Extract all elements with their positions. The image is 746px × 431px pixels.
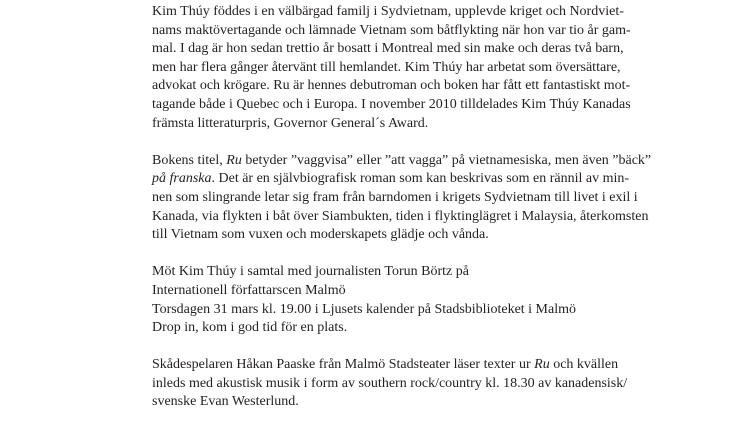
- text-line: [152, 3, 672, 22]
- paragraph: [152, 263, 672, 337]
- italic-text: på franska: [152, 171, 212, 187]
- text-segment: mal. I dag är hon sedan trettio år bosatt i Montreal med sin make och deras två barn,: [152, 41, 624, 57]
- text-line: [152, 170, 672, 189]
- text-segment: nen som slingrande letar sig fram från barndomen i krigets Sydvietnam till livet i exil i: [152, 189, 638, 205]
- text-segment: advokat och krögare. Ru är hennes debutroman och boken har fått ett fantastiskt mot-: [152, 78, 631, 94]
- text-line: [152, 263, 672, 282]
- paragraph: [152, 356, 672, 412]
- text-line: [152, 40, 672, 59]
- text-line: [152, 282, 672, 301]
- text-line: [152, 96, 672, 115]
- italic-text: Ru: [534, 357, 550, 373]
- text-segment: Torsdagen 31 mars kl. 19.00 i Ljusets kalender på Stadsbiblioteket i Malmö: [152, 301, 576, 317]
- italic-text: Ru: [226, 152, 242, 168]
- text-segment: Skådespelaren Håkan Paaske från Malmö Stadsteater läser texter ur: [152, 357, 535, 373]
- text-segment: Kim Thúy föddes i en välbärgad familj i Sydvietnam, upplevde kriget och Nordviet-: [152, 4, 624, 19]
- text-segment: men har flera gånger återvänt till hemlandet. Kim Thúy har arbetat som översättare,: [152, 59, 621, 75]
- text-segment: främsta litteraturpris, Governor General´s Award.: [152, 115, 429, 131]
- text-line: [152, 59, 672, 78]
- text-segment: Kanada, via flykten i båt över Siambukten, tiden i flyktinglägret i Malaysia, återkomsten: [152, 208, 649, 224]
- paragraph: [152, 3, 672, 133]
- text-line: [152, 22, 672, 41]
- text-segment: Drop in, kom i god tid för en plats.: [152, 320, 348, 336]
- text-segment: betyder ”vaggvisa” eller ”att vagga” på vietnamesiska, men även ”bäck”: [241, 152, 652, 168]
- article-body: [152, 3, 672, 431]
- text-segment: till Vietnam som vuxen och moderskapets glädje och vånda.: [152, 227, 489, 243]
- text-line: [152, 208, 672, 227]
- text-line: [152, 301, 672, 320]
- text-segment: Möt Kim Thúy i samtal med journalisten Torun Börtz på: [152, 264, 469, 280]
- text-line: [152, 393, 672, 412]
- text-segment: Internationell författarscen Malmö: [152, 282, 346, 298]
- text-line: [152, 319, 672, 338]
- text-line: [152, 77, 672, 96]
- text-segment: inleds med akustisk musik i form av southern rock/country kl. 18.30 av kanadensisk/: [152, 375, 628, 391]
- text-segment: och kvällen: [549, 357, 619, 373]
- text-segment: nams maktövertagande och lämnade Vietnam som båtflykting när hon var tio år gam-: [152, 22, 631, 38]
- text-line: [152, 226, 672, 245]
- text-line: [152, 189, 672, 208]
- text-segment: tagande både i Quebec och i Europa. I november 2010 tilldelades Kim Thúy Kanadas: [152, 96, 631, 112]
- text-segment: svenske Evan Westerlund.: [152, 394, 299, 410]
- text-segment: Bokens titel,: [152, 152, 227, 168]
- text-line: [152, 115, 672, 134]
- text-line: [152, 356, 672, 375]
- paragraph: [152, 152, 672, 245]
- text-segment: . Det är en självbiografisk roman som kan beskrivas som en rännil av min-: [211, 171, 630, 187]
- text-line: [152, 152, 672, 171]
- text-line: [152, 375, 672, 394]
